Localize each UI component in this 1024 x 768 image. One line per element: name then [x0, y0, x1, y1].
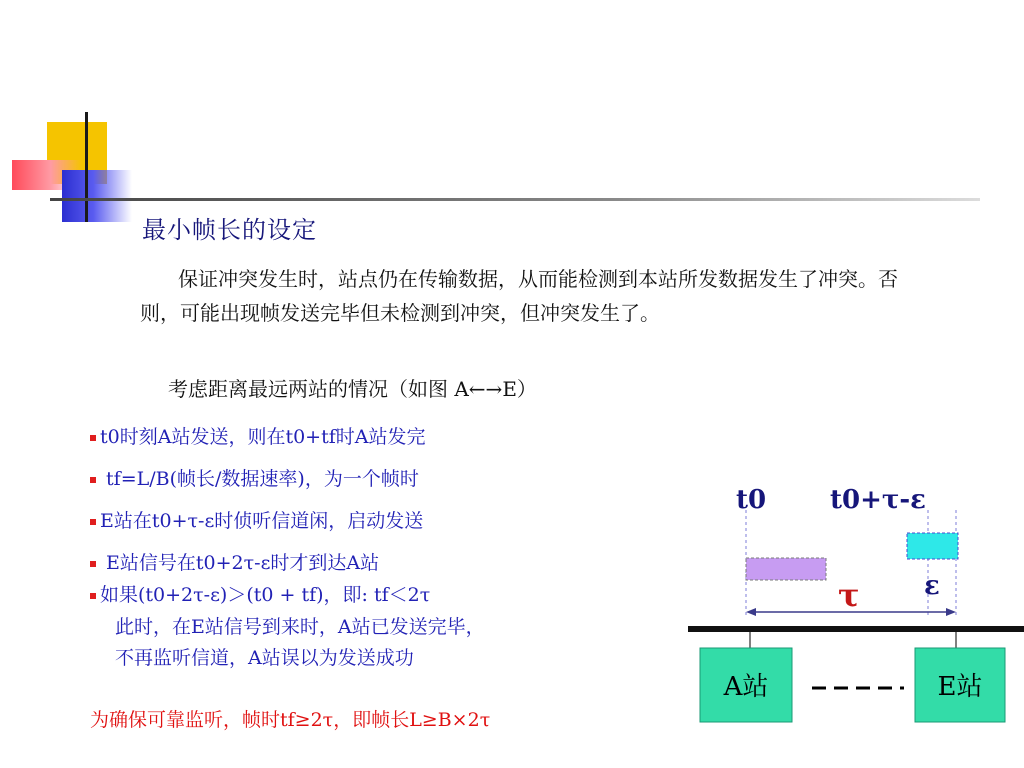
station-a-frame [746, 558, 826, 580]
list-item [90, 506, 423, 533]
label-t0-tau-eps: t0+τ-ε [830, 485, 926, 515]
paragraph-farthest-stations: 考虑距离最远两站的情况（如图 A←→E） [168, 377, 537, 401]
list-subline: 此时，在E站信号到来时，A站已发送完毕， [115, 616, 485, 638]
list-subline: 不再监听信道，A站误以为发送成功 [115, 647, 414, 669]
list-item [90, 464, 419, 491]
paragraph1-text: 保证冲突发生时，站点仍在传输数据，从而能检测到本站所发数据发生了冲突。否则，可能出现帧发送完毕但未检测到冲突，但冲突发生了。 [140, 267, 898, 325]
list-item-text: t0时刻A站发送，则在t0+tf时A站发完 [100, 426, 426, 448]
conclusion-text: 为确保可靠监听，帧时tf≥2τ，即帧长L≥B×2τ [90, 709, 491, 731]
label-epsilon: ε [924, 571, 940, 601]
bullet-icon [90, 435, 96, 441]
list-item-text: E站信号在t0+2τ-ε时才到达A站 [106, 552, 380, 574]
list-item-text: E站在t0+τ-ε时侦听信道闲，启动发送 [100, 510, 424, 532]
station-e-label: E站 [937, 672, 983, 702]
bullet-icon [90, 519, 96, 525]
label-t0: t0 [736, 485, 767, 515]
list-item [90, 422, 425, 449]
list-item-text: tf=L/B(帧长/数据速率)，为一个帧时 [106, 468, 419, 490]
bullet-icon [90, 477, 96, 483]
station-e-frame [907, 533, 958, 559]
arrow-left-icon [746, 608, 756, 616]
paragraph-collision-detection [140, 262, 900, 330]
list-item-text: 如果(t0+2τ-ε)＞(t0 + tf)，即: tf＜2τ [100, 584, 431, 606]
list-item [90, 548, 379, 575]
arrow-right-icon [946, 608, 956, 616]
title-divider-line [50, 198, 980, 201]
label-tau: τ [838, 576, 860, 614]
decorative-blue-square [62, 170, 132, 222]
list-item [90, 580, 430, 607]
bus-line [688, 626, 1024, 632]
station-a-label: A站 [723, 672, 769, 702]
slide-heading: 最小帧长的设定 [142, 216, 317, 244]
decorative-vertical-line [85, 112, 88, 222]
bullet-icon [90, 561, 96, 567]
bullet-icon [90, 593, 96, 599]
timing-diagram [680, 470, 1024, 730]
